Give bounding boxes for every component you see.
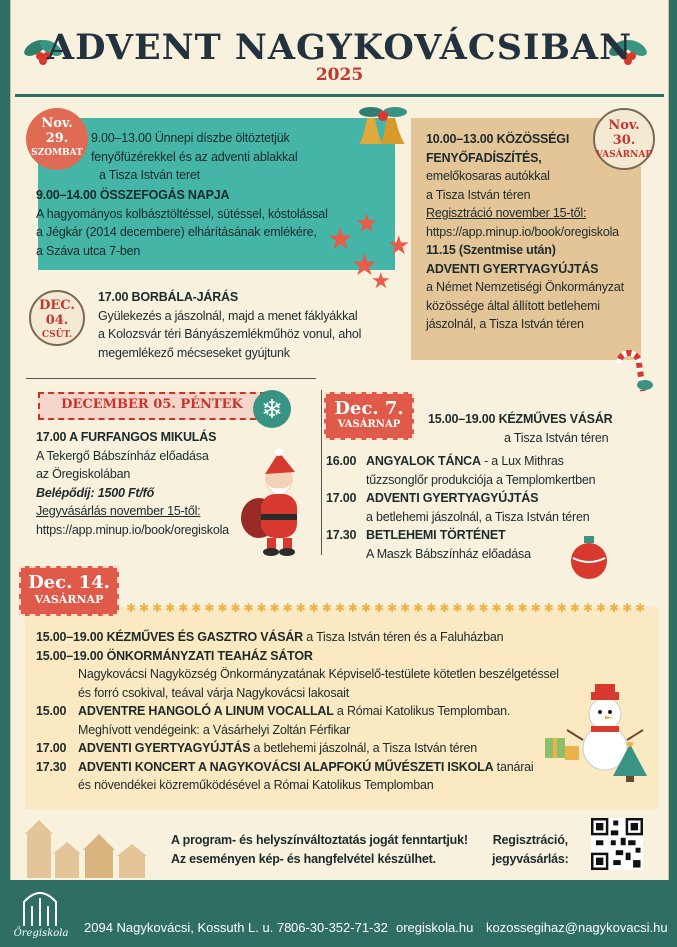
nov30-weekday: VASÁRNAP (595, 150, 653, 160)
dec14-r1-bold: 15.00–19.00 KÉZMŰVES ÉS GASZTRO VÁSÁR (36, 630, 303, 644)
nov29-line4: 9.00–14.00 ÖSSZEFOGÁS NAPJA (36, 188, 230, 202)
qr-code[interactable] (591, 818, 643, 870)
nov30-line2: FENYŐFADÍSZÍTÉS, (426, 150, 542, 165)
notice-text (171, 831, 468, 868)
candy-cane-icon (607, 345, 657, 395)
star-icon: ★ (371, 268, 391, 293)
nov30-text (426, 130, 624, 334)
nov29-line5: A hagyományos kolbásztöltéssel, sütéssel, kóstolással (36, 206, 328, 221)
nov29-date-badge (26, 108, 88, 170)
nov30-line11: jászolnál, a Tisza István téren (426, 317, 584, 331)
dec14-r5-time: 17.30 (36, 759, 67, 774)
dec14-r4-rest: a betlehemi jászolnál, a Tisza István téren (250, 741, 478, 755)
page-title: ADVENT NAGYKOVÁCSIBAN (46, 27, 633, 68)
school-logo-icon (20, 884, 60, 928)
nov29-day: 29. (45, 131, 69, 146)
nov29-text2 (36, 186, 328, 260)
ornament-icon (564, 532, 614, 582)
registration-label (492, 831, 569, 868)
nov30-line1: 10.00–13.00 KÖZÖSSÉGI (426, 132, 570, 146)
school-logo-text: Öregiskola (13, 928, 69, 939)
dec5-line2: A Tekergő Bábszínház előadása (36, 448, 209, 463)
dec14-r3-line2: Meghívott vendégeink: a Vásárhelyi Zoltán Férfikar (78, 722, 351, 737)
dec5-line6[interactable]: https://app.minup.io/book/oregiskola (36, 522, 229, 537)
dec5-line1: 17.00 A FURFANGOS MIKULÁS (36, 430, 217, 444)
nov29-line3: a Tisza István teret (99, 168, 200, 182)
dec14-r3-rest: a Római Katolikus Templomban. (333, 704, 511, 718)
star-icon: ★ (327, 223, 354, 256)
houses-icon (21, 818, 151, 878)
column-divider (321, 390, 322, 555)
nov30-line9: a Német Nemzetiségi Önkormányzat (426, 280, 624, 294)
dec5-text (36, 428, 229, 539)
dec7-e4-line2: A Maszk Bábszínház előadása (366, 546, 531, 561)
footer-email[interactable]: kozossegihaz@nagykovacsi.hu (486, 920, 668, 935)
dec4-weekday: CSÜT. (41, 330, 73, 340)
dec7-e3-line2: a betlehemi jászolnál, a Tisza István téren (366, 509, 590, 524)
star-icon: ★ (387, 230, 411, 260)
dec7-ribbon-date: Dec. 7. (334, 398, 404, 419)
snowflake-icon: ❄ (253, 390, 291, 428)
dec7-e3-title: ADVENTI GYERTYAGYÚJTÁS (366, 491, 539, 505)
dec14-r5-rest: tanárai (493, 759, 534, 774)
footer-website[interactable]: oregiskola.hu (396, 920, 474, 935)
dec7-ribbon-day: VASÁRNAP (337, 419, 401, 430)
nov29-line7: a Száva utca 7-ben (36, 243, 141, 258)
dec5-line3: az Öregiskolában (36, 467, 131, 481)
dec14-r2-line3: és forró csokival, teával várja Nagykovácsi lakosait (78, 685, 349, 700)
dec4-line3: a Kolozsvár téri Bányászemlékműhöz vonul, ahol (98, 327, 362, 341)
footer-address: 2094 Nagykovácsi, Kossuth L. u. 78. (84, 920, 296, 935)
dec5-ribbon: DECEMBER 05. PÉNTEK (38, 392, 266, 420)
nov30-line6[interactable]: https://app.minup.io/book/oregiskola (426, 224, 619, 239)
section-divider (26, 378, 316, 379)
dec4-month: DEC. (39, 298, 75, 313)
year-label: 2025 (315, 65, 364, 85)
notice-line1: A program- és helyszínváltoztatás jogát fenntartjuk! (171, 833, 468, 847)
dec4-date-badge (29, 290, 85, 346)
dec14-r4-time: 17.00 (36, 741, 67, 755)
nov30-line4: a Tisza István téren (426, 187, 531, 202)
star-icon: ★ (351, 249, 378, 282)
dec4-text (98, 288, 361, 362)
nov29-line6: a Jégkár (2014 decembere) elhárításának emlékére, (36, 225, 317, 239)
dec14-schedule (36, 628, 559, 795)
poster (10, 0, 669, 880)
dec7-schedule (326, 452, 595, 563)
nov30-line10: közössége által állított betlehemi (426, 298, 600, 313)
dec4-day: 04. (45, 313, 69, 328)
dec14-r3-time: 15.00 (36, 704, 67, 718)
dec14-ribbon-day: VASÁRNAP (34, 593, 104, 606)
dec7-event1-place: a Tisza István téren (504, 431, 609, 445)
nov30-line5: Regisztráció november 15-től: (426, 206, 587, 220)
registration-line1: Regisztráció, (492, 833, 568, 847)
dec7-ribbon (324, 392, 414, 440)
dec7-event1-title: 15.00–19.00 KÉZMŰVES VÁSÁR (428, 412, 613, 426)
nov29-line2: fenyőfüzérekkel és az adventi ablakkal (91, 149, 298, 164)
notice-line2: Az eseményen kép- és hangfelvétel készülhet. (171, 851, 436, 866)
dec7-e2-time: 16.00 (326, 454, 357, 468)
star-icon: ★ (355, 208, 379, 238)
nov29-month: Nov. (41, 116, 73, 131)
dec14-r4-bold: ADVENTI GYERTYAGYÚJTÁS (78, 741, 251, 755)
nov30-line7: 11.15 (Szentmise után) (426, 243, 556, 257)
dec14-r1-rest: a Tisza István téren és a Faluházban (303, 630, 504, 644)
nov29-line1: 9.00–13.00 Ünnepi díszbe öltöztetjük (91, 131, 290, 145)
dec5-line4: Belépődíj: 1500 Ft/fő (36, 485, 155, 500)
nov30-month: Nov. (608, 118, 640, 133)
dec14-r3-bold: ADVENTRE HANGOLÓ A LINUM VOCALLAL (78, 704, 334, 718)
nov29-weekday: SZOMBAT (31, 148, 83, 158)
footer (0, 880, 677, 947)
dec14-r2-line2: Nagykovácsi Nagyközség Önkormányzatának Képviselő-testülete kötetlen beszélgetéssel (78, 667, 559, 681)
dec7-e2-rest: - a Lux Mithras (480, 454, 564, 468)
dec14-ribbon-date: Dec. 14. (28, 572, 110, 593)
santa-icon (229, 448, 321, 556)
nov30-line3: emelőkosaras autókkal (426, 169, 550, 183)
tree-icon (609, 742, 651, 784)
dec14-dots: ✱✱✱✱✱✱✱✱✱✱✱✱✱✱✱✱✱✱✱✱✱✱✱✱✱✱✱✱✱✱✱✱✱✱✱✱✱✱✱✱ (126, 601, 649, 615)
dec4-line2: Gyülekezés a jászolnál, majd a menet fáklyákkal (98, 308, 358, 323)
nov30-line8: ADVENTI GYERTYAGYÚJTÁS (426, 261, 599, 276)
bells-icon (353, 104, 413, 154)
registration-line2: jegyvásárlás: (492, 851, 569, 866)
nov29-text (91, 129, 297, 185)
header-divider (15, 94, 664, 97)
dec7-e4-title: BETLEHEMI TÖRTÉNET (366, 528, 506, 542)
dec14-r5-bold: ADVENTI KONCERT A NAGYKOVÁCSI ALAPFOKÚ MŰVÉSZETI ISKOLA (78, 759, 494, 774)
dec14-r2-bold: 15.00–19.00 ÖNKORMÁNYZATI TEAHÁZ SÁTOR (36, 648, 313, 663)
dec4-line1: 17.00 BORBÁLA-JÁRÁS (98, 290, 238, 304)
dec7-e3-time: 17.00 (326, 491, 357, 505)
dec14-r5-line2: és növendékei közreműködésével a Római Katolikus Templomban (78, 778, 434, 792)
footer-phone[interactable]: 06-30-352-71-32 (291, 920, 388, 935)
dec7-e2-title: ANGYALOK TÁNCA (366, 454, 481, 468)
dec14-ribbon (19, 566, 119, 616)
dec7-e2-line2: tűzzsonglőr produkciója a Templomkertben (366, 472, 596, 487)
dec5-line5: Jegyvásárlás november 15-től: (36, 504, 201, 518)
nov30-day: 30. (612, 133, 636, 148)
dec7-e4-time: 17.30 (326, 528, 357, 542)
dec4-line4: megemlékező mécseseket gyújtunk (98, 345, 290, 360)
